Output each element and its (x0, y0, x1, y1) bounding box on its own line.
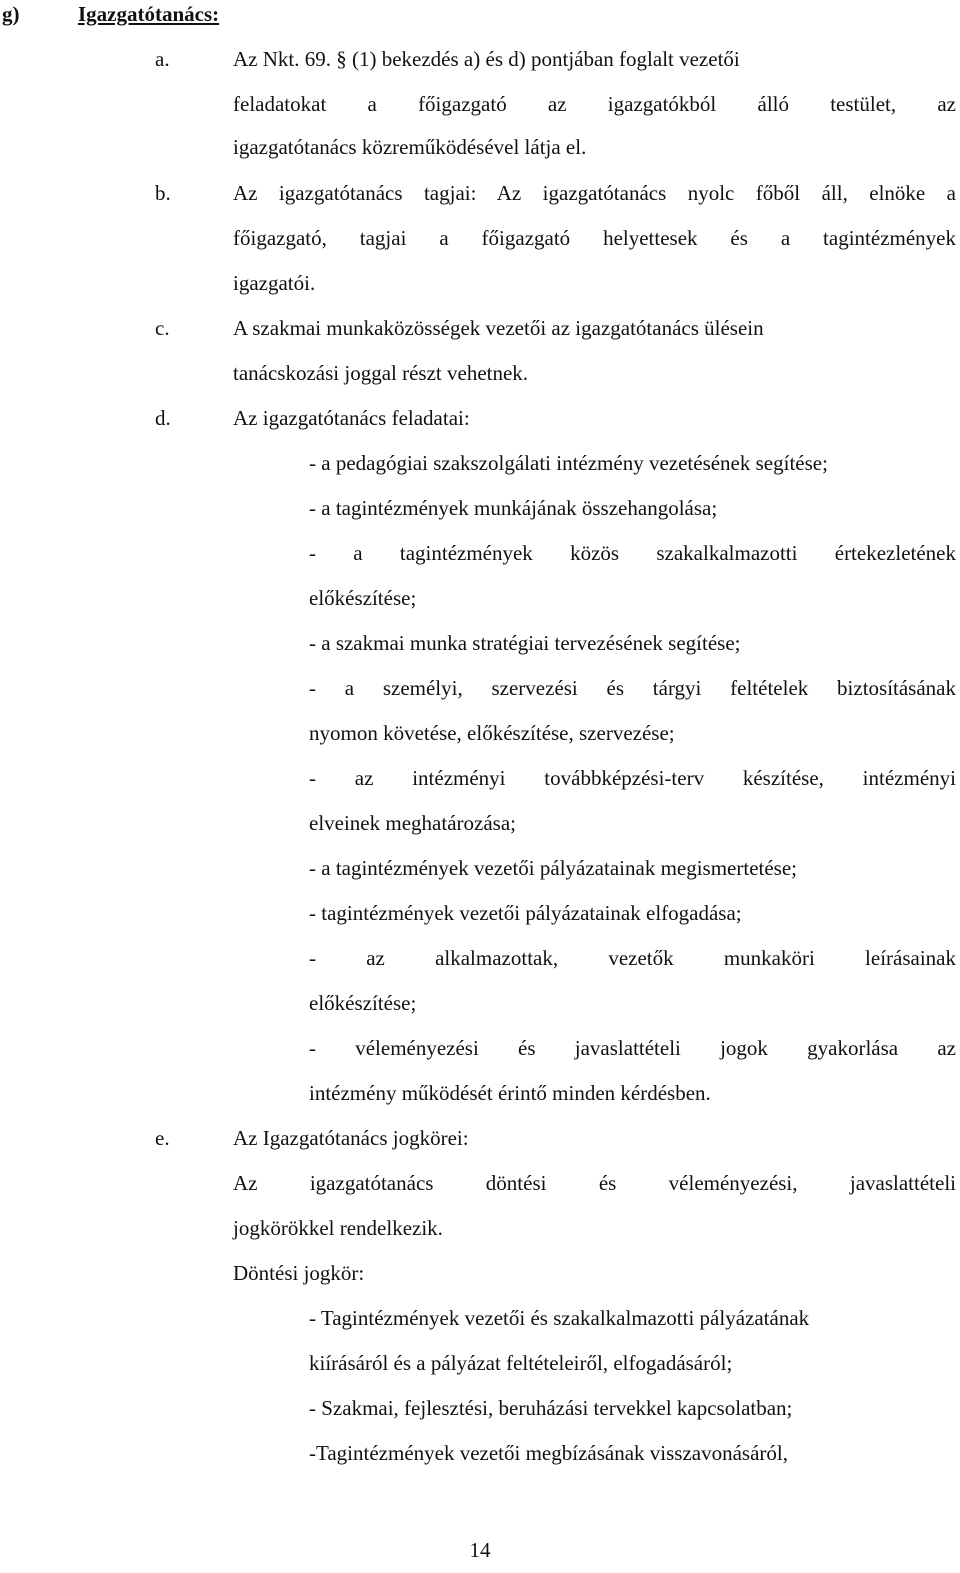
item-b-line-3: igazgatói. (233, 271, 316, 295)
item-a-label: a. (155, 47, 170, 71)
item-d-line-4: előkészítése; (309, 586, 417, 610)
item-e-line-2: jogkörökkel rendelkezik. (233, 1216, 443, 1240)
item-e-subline-3: - Szakmai, fejlesztési, beruházási tervekkel kapcsolatban; (309, 1396, 793, 1420)
item-d-line-12: - az alkalmazottak, vezetők munkaköri leírásainak (309, 946, 956, 970)
item-d-line-15: intézmény működését érintő minden kérdésben. (309, 1081, 711, 1105)
item-d-line-6: - a személyi, szervezési és tárgyi feltételek biztosításának (309, 676, 956, 700)
item-e-line-3: Döntési jogkör: (233, 1261, 365, 1285)
item-a-line-2: feladatokat a főigazgató az igazgatókból álló testület, az (233, 92, 956, 116)
item-d-line-9: elveinek meghatározása; (309, 811, 516, 835)
item-e-subline-1: - Tagintézmények vezetői és szakalkalmazotti pályázatának (309, 1306, 810, 1330)
item-a-line-1: Az Nkt. 69. § (1) bekezdés a) és d) pontjában foglalt vezetői (233, 47, 740, 71)
item-d-line-10: - a tagintézmények vezetői pályázatainak megismertetése; (309, 856, 798, 880)
item-d-line-2: - a tagintézmények munkájának összehangolása; (309, 496, 718, 520)
item-e-label: e. (155, 1126, 170, 1150)
section-title: Igazgatótanács: (78, 2, 220, 26)
item-c-line-1: A szakmai munkaközösségek vezetői az igazgatótanács ülésein (233, 316, 764, 340)
section-heading (2, 0, 219, 37)
item-d-line-13: előkészítése; (309, 991, 417, 1015)
item-c-line-2: tanácskozási joggal részt vehetnek. (233, 361, 529, 385)
item-d-line-1: - a pedagógiai szakszolgálati intézmény vezetésének segítése; (309, 451, 828, 475)
section-letter: g) (2, 2, 20, 26)
item-d-line-3: - a tagintézmények közös szakalkalmazotti értekezletének (309, 541, 956, 565)
item-e-intro: Az Igazgatótanács jogkörei: (233, 1126, 469, 1150)
item-d-line-7: nyomon követése, előkészítése, szervezése; (309, 721, 675, 745)
item-d-line-14: - véleményezési és javaslattételi jogok gyakorlása az (309, 1036, 956, 1060)
item-b-label: b. (155, 181, 171, 205)
item-b-line-2: főigazgató, tagjai a főigazgató helyettesek és a tagintézmények (233, 226, 956, 250)
item-c-label: c. (155, 316, 170, 340)
item-e-subline-4: -Tagintézmények vezetői megbízásának visszavonásáról, (309, 1441, 789, 1465)
item-d-label: d. (155, 406, 171, 430)
page-number: 14 (469, 1538, 491, 1562)
item-d-line-11: - tagintézmények vezetői pályázatainak elfogadása; (309, 901, 742, 925)
item-e-subline-2: kiírásáról és a pályázat feltételeiről, elfogadásáról; (309, 1351, 733, 1375)
item-d-line-8: - az intézményi továbbképzési-terv készítése, intézményi (309, 766, 956, 790)
item-d-line-5: - a szakmai munka stratégiai tervezésének segítése; (309, 631, 741, 655)
item-b-line-1: Az igazgatótanács tagjai: Az igazgatótanács nyolc főből áll, elnöke a (233, 181, 956, 205)
item-e-line-1: Az igazgatótanács döntési és véleményezési, javaslattételi (233, 1171, 956, 1195)
item-d-intro: Az igazgatótanács feladatai: (233, 406, 470, 430)
item-a-line-3: igazgatótanács közreműködésével látja el. (233, 135, 587, 159)
